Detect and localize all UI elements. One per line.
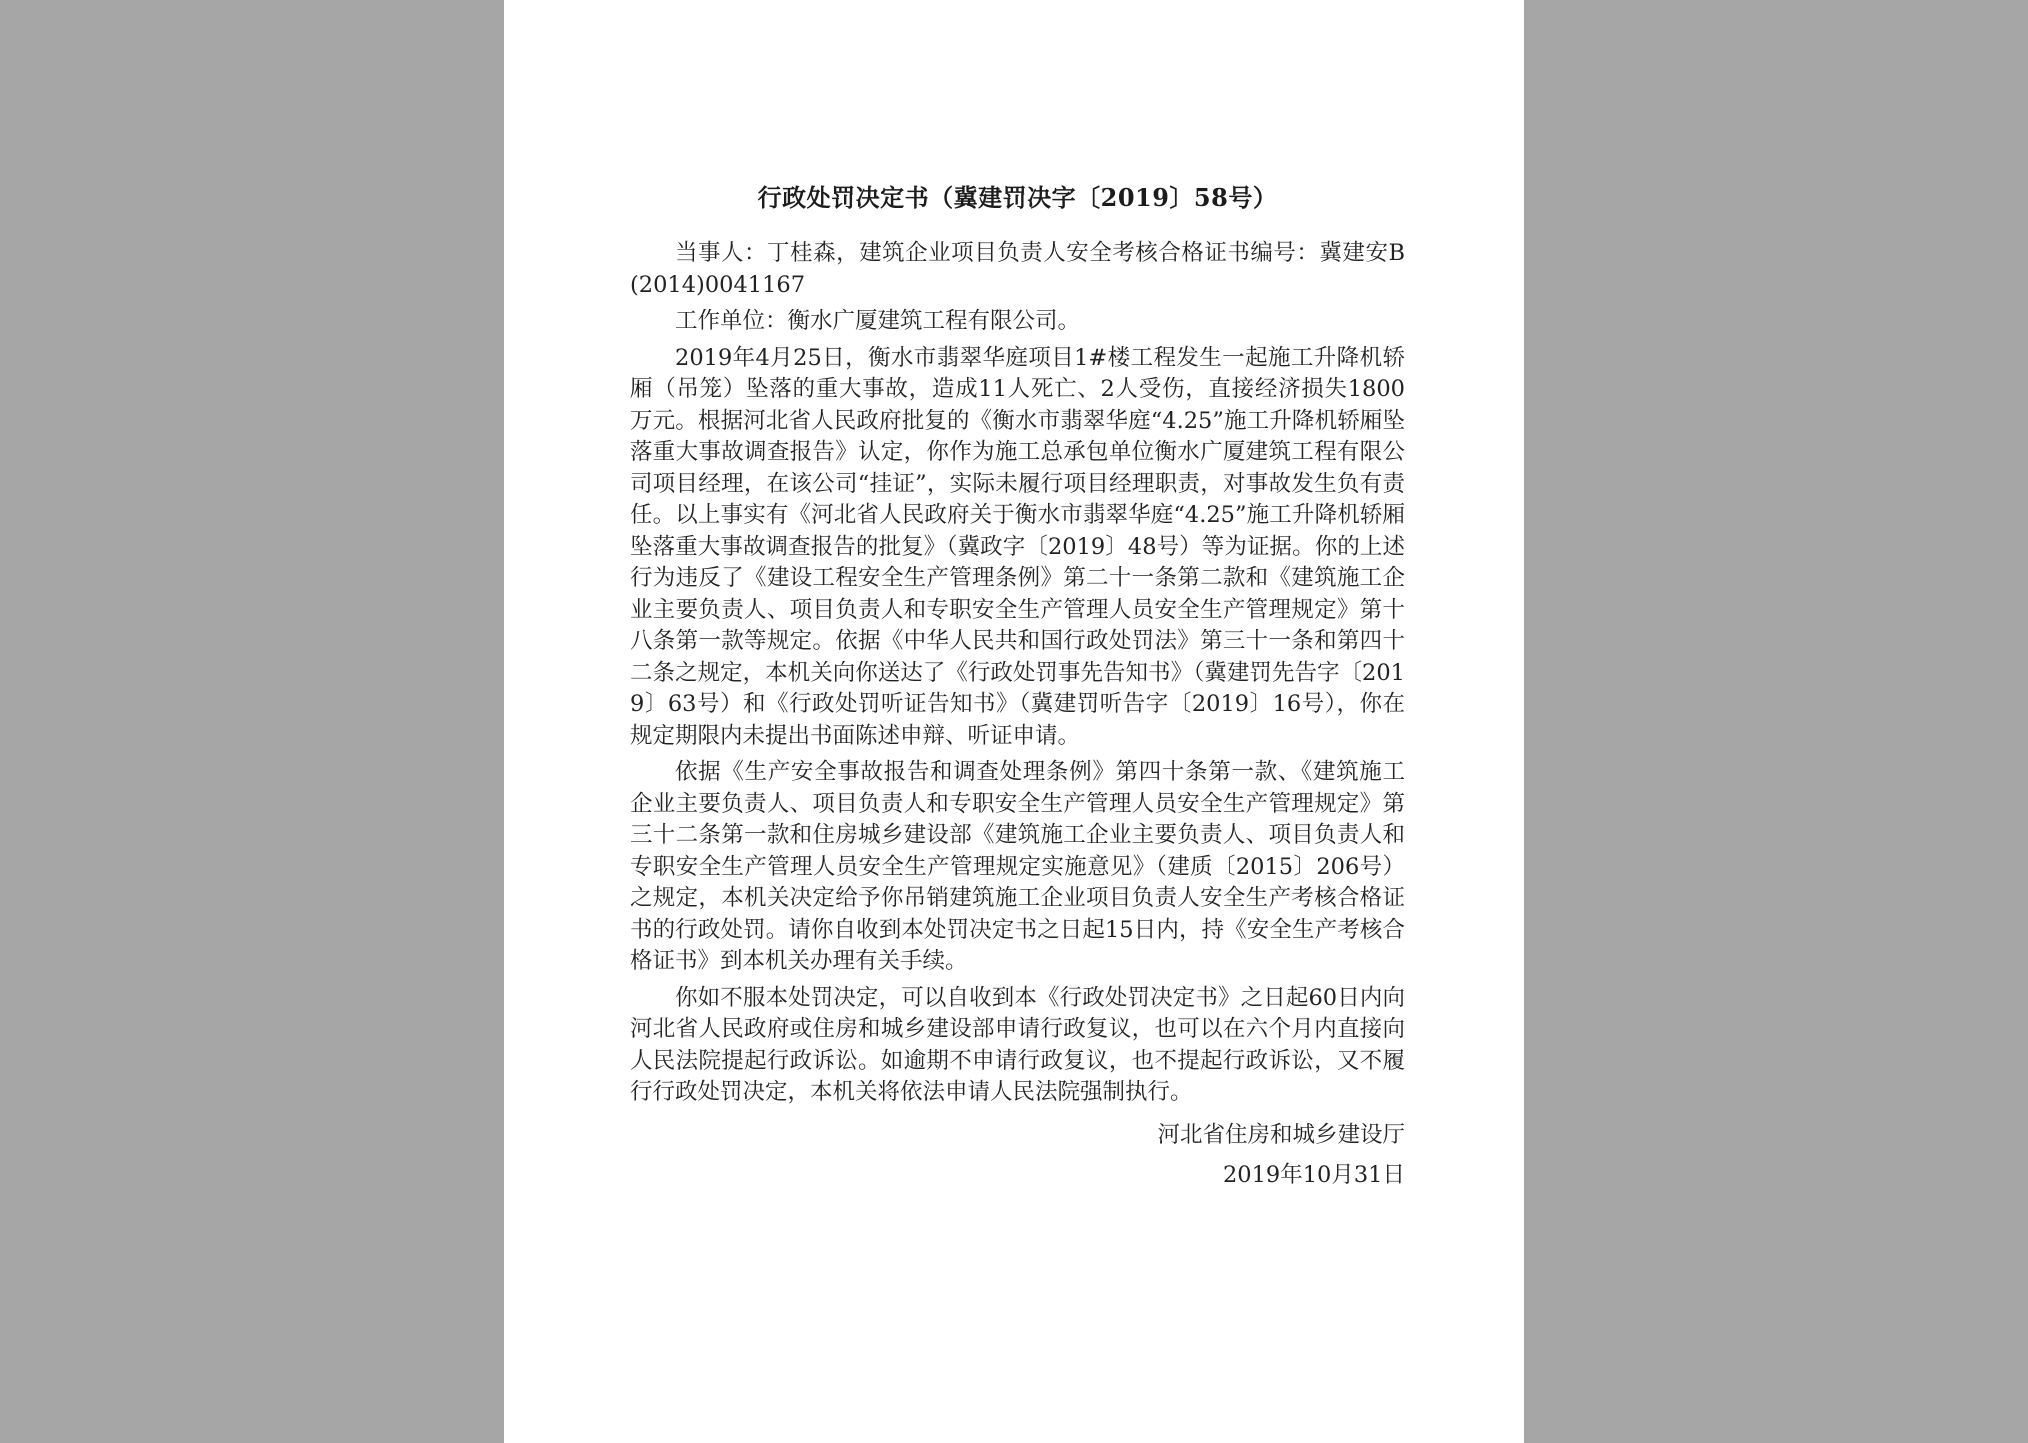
facts-paragraph: 2019年4月25日，衡水市翡翠华庭项目1#楼工程发生一起施工升降机轿厢（吊笼）坠落的重大事故，造成11人死亡、2人受伤，直接经济损失1800万元。根据河北省人民政府批复的《衡水市翡翠华庭“4.25”施工升降机轿厢坠落重大事故调查报告》认定，你作为施工总承包单位衡水广厦建筑工程有限公司项目经理，在该公司“挂证”，实际未履行项目经理职责，对事故发生负有责任。以上事实有《河北省人民政府关于衡水市翡翠华庭“4.25”施工升降机轿厢坠落重大事故调查报告的批复》（冀政字〔2019〕48号）等为证据。你的上述行为违反了《建设工程安全生产管理条例》第二十一条第二款和《建筑施工企业主要负责人、项目负责人和专职安全生产管理人员安全生产管理规定》第十八条第一款等规定。依据《中华人民共和国行政处罚法》第三十一条和第四十二条之规定，本机关向你送达了《行政处罚事先告知书》（冀建罚先告字〔2019〕63号）和《行政处罚听证告知书》（冀建罚听告字〔2019〕16号），你在规定期限内未提出书面陈述申辩、听证申请。: [630, 344, 1405, 749]
employer-paragraph: 工作单位：衡水广厦建筑工程有限公司。: [675, 308, 1081, 334]
document-page: [504, 0, 1524, 1443]
issuing-organization: 河北省住房和城乡建设厅: [1157, 1121, 1405, 1148]
document-title: 行政处罚决定书（冀建罚决字〔2019〕58号）: [757, 183, 1278, 212]
document-body: [630, 180, 1405, 1195]
appeal-paragraph: 你如不服本处罚决定，可以自收到本《行政处罚决定书》之日起60日内向河北省人民政府或住房和城乡建设部申请行政复议，也可以在六个月内直接向人民法院提起行政诉讼。如逾期不申请行政复议，也不提起行政诉讼，又不履行行政处罚决定，本机关将依法申请人民法院强制执行。: [630, 984, 1405, 1105]
party-paragraph: 当事人：丁桂森，建筑企业项目负责人安全考核合格证书编号：冀建安B(2014)0041167: [630, 240, 1405, 298]
decision-paragraph: 依据《生产安全事故报告和调查处理条例》第四十条第一款、《建筑施工企业主要负责人、项目负责人和专职安全生产管理人员安全生产管理规定》第三十二条第一款和住房城乡建设部《建筑施工企业主要负责人、项目负责人和专职安全生产管理人员安全生产管理规定实施意见》（建质〔2015〕206号）之规定，本机关决定给予你吊销建筑施工企业项目负责人安全生产考核合格证书的行政处罚。请你自收到本处罚决定书之日起15日内，持《安全生产考核合格证书》到本机关办理有关手续。: [630, 759, 1405, 974]
issue-date: 2019年10月31日: [1222, 1161, 1405, 1188]
